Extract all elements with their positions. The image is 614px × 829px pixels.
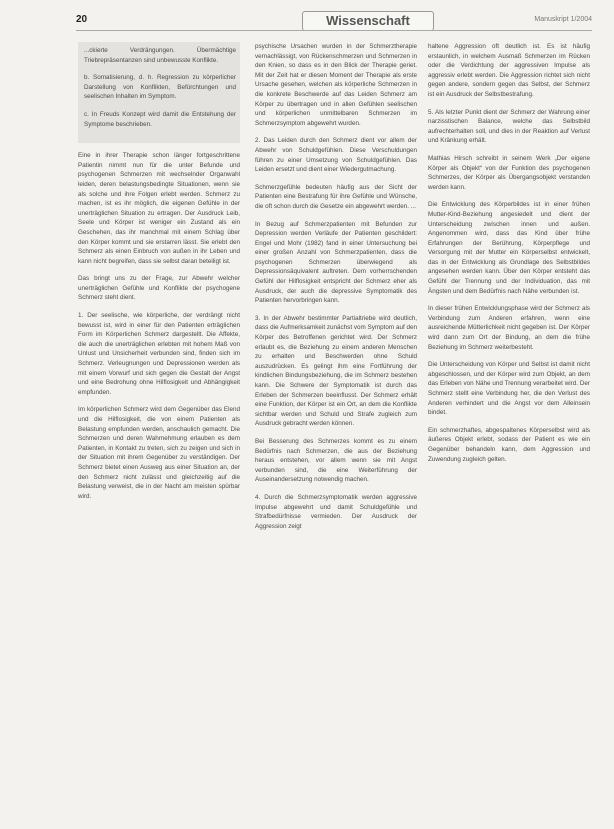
paragraph: 5. Als letzter Punkt dient der Schmerz der Wahrung einer narzisstischen Balance, welche das Selbstbild aufrechterhalten soll, und dies in der Reaktion auf Verlust und Kränkung erhält.	[428, 108, 590, 145]
header-rule	[76, 30, 592, 31]
paragraph: 3. In der Abwehr bestimmter Partialtriebe wird deutlich, dass die Aufmerksamkeit zunächst vom Symptom auf den Körper des Betroffenen gerichtet wird. Der Schmerz erlaubt es, die Beziehung zu einem anderen Menschen zu erhalten und Beschwerden ohne Schuld auszudrücken. Es gelingt ihm eine Fortführung der kindlichen Bindungsbeziehung, die im Schmerz bestehen kann. Die Schwere der Symptomatik ist durch das Erleben der Schmerzen beeinflusst. Der Schmerz erhält eine Funktion, der Körper ist ein Ort, an dem die Konflikte sichtbar werden und Schuld und Strafe zugleich zum Ausdruck gebracht werden können.	[255, 314, 417, 428]
journal-reference: Manuskript 1/2004	[534, 16, 592, 23]
paragraph: Mathias Hirsch schreibt in seinem Werk „Der eigene Körper als Objekt“ von der Funktion des psychogenen Schmerzes, der Körper als Übergangsobjekt verstanden werden kann.	[428, 154, 590, 191]
paragraph: Schmerzgefühle bedeuten häufig aus der Sicht der Patienten eine Bestrafung für ihre Gefühle und Wünsche, die oft schon durch die Gesetze ein abgewehrt werden. ...	[255, 183, 417, 210]
paragraph: Eine in ihrer Therapie schon länger fortgeschrittene Patientin nimmt nun für die unter Befunde und psychogenen Schmerzen mit wechselnder Organwahl leiden, deren belastungsbedingte Situationen, wenn sie als solche und ihre Folgen erlebt werden. Schmerz zu machen, ist es ihr möglich, die eigenen Gefühle in der unerträglichen Situation zu ertragen. Der Ausdruck Leib, Seele und Körper ist weniger ein Zustand als ein Geschehen, das ihr manchmal mit einem Schlag über den Körper kommt und sie erstarren lässt. Sie erlebt den Schmerz als einen Einbruch von außen in ihr Leben und kann nicht begreifen, dass sie selbst daran beteiligt ist.	[78, 152, 240, 265]
text-column-2	[255, 42, 417, 812]
paragraph: psychische Ursachen wurden in der Schmerztherapie vernachlässigt, von Rückenschmerzen und Schmerzen in den Knien, so dass es in den Blick der Therapie geriet. Mit der Zeit hat er diesen Moment der Therapie als erste Ursache gesehen, welchen als körperliche Schmerzen in die konkrete Beschwerde auf das Leiden Schmerz am Körper zu übertragen und in allen Gefühlen seelischen und körperlichen unmittelbaren Schmerzen im Schmerzsymptom abgewehrt wurden.	[255, 43, 417, 127]
paragraph: Ein schmerzhaftes, abgespaltenes Körperselbst wird als äußeres Objekt erlebt, sodass der Patient es wie ein Gegenüber behandeln kann, dem Aggression und Zuwendung zugleich gelten.	[428, 426, 590, 463]
paragraph: Die Entwicklung des Körperbildes ist in einer frühen Mutter-Kind-Beziehung angesiedelt und dient der Unterscheidung zwischen innen und außen. Angenommen wird, dass das Kind über frühe Erfahrungen der Berührung, Körperpflege und Versorgung mit der Mutter ein Körperselbst entwickelt, das in der Entwicklung als Grundlage des Selbstbildes angesehen werden kann. Über den Körper entsteht das Gefühl der Trennung und der Individuation, das mit Ängsten und dem Bedürfnis nach Nähe verbunden ist.	[428, 201, 590, 295]
paragraph: Im körperlichen Schmerz wird dem Gegenüber das Elend und die Hilflosigkeit, die von einem Patienten als Belastung empfunden werden, anschaulich gemacht. Die Schmerzen und deren Wahrnehmung erlauben es dem Patienten, in Kontakt zu treten, sich zu zeigen und sich in der Situation mit ihrem Gegenüber zu verständigen. Der Schmerz bietet einen Ausweg aus einer Situation an, der den Schmerz nicht zulässt und gleichzeitig auf die Belastung verweist, die in der Nacht am meisten spürbar wird.	[78, 406, 240, 500]
paragraph: haltene Aggression oft deutlich ist. Es ist häufig erstaunlich, in welchem Ausmaß Schmerzen im Rücken oder die Verdichtung der aggressiven Impulse als aggressiv erlebt werden. Die Aggression richtet sich nicht gegen andere, sondern gegen das Selbst, der Schmerz ist ein Ausdruck der Selbstbestrafung.	[428, 43, 590, 98]
paragraph: 2. Das Leiden durch den Schmerz dient vor allem der Abwehr von Schuldgefühlen. Diese Verschuldungen führen zu einer Umsetzung von Schuldgefühlen. Das Leiden ersetzt und dient einer Wiedergutmachung.	[255, 137, 417, 174]
box-line: ...ckierte Verdrängungen. Übermächtige Triebrepräsentanzen sind unbewusste Konflikte.	[84, 47, 236, 64]
box-line: b. Somatisierung, d. h. Regression zu körperlicher Darstellung von Konflikten, Befürchtungen und seelischen Inhalten im Symptom.	[84, 74, 236, 101]
paragraph: Bei Besserung des Schmerzes kommt es zu einem Bedürfnis nach Schmerzen, die aus der Beziehung heraus entstehen, vor allem wenn sie mit Angst verbunden sind, die eine Weiterführung der Auseinandersetzung notwendig machen.	[255, 437, 417, 484]
section-title: Wissenschaft	[302, 11, 434, 31]
paragraph: In Bezug auf Schmerzpatienten mit Befunden zur Depression werden Verläufe der Patienten geschildert: Engel und Mohr (1982) fand in einer Untersuchung bei einer großen Anzahl von Schmerzpatienten, dass die psychogenen Schmerzen überwiegend als Depressionsäquivalent auftreten. Dem vorherrschenden Gefühl der Hilflosigkeit entspricht der Schmerz eher als Ausdruck, der auch die depressive Symptomatik des Patienten hervorbringen kann.	[255, 220, 417, 305]
paragraph: 4. Durch die Schmerzsymptomatik werden aggressive Impulse abgewehrt und damit Schuldgefühle und Strafbedürfnisse vermieden. Der Ausdruck der Aggression zeigt	[255, 493, 417, 530]
text-column-3	[428, 42, 590, 817]
box-line: c. In Freuds Konzept wird damit die Entstehung der Symptome beschrieben.	[84, 110, 236, 128]
paragraph: Die Unterscheidung von Körper und Selbst ist damit nicht abgeschlossen, und der Körper wird zum Objekt, an dem das Erleben von Nähe und Trennung verarbeitet wird. Der Schmerz stellt eine Verbindung her, die den Verlust des Anderen verhindert und die Angst vor dem Alleinsein bindet.	[428, 361, 590, 417]
text-column-1	[78, 42, 240, 812]
paragraph: Das bringt uns zu der Frage, zur Abwehr welcher unerträglichen Gefühle und Konflikte der psychogene Schmerz steht dient.	[78, 275, 240, 302]
page-header	[76, 10, 592, 32]
paragraph: 1. Der seelische, wie körperliche, der verdrängt nicht bewusst ist, wird in einer für den Patienten erträglichen Form im Körperlichen Schmerz dargestellt. Die Affekte, die auch die unerträglichen erlebten mit hohem Maß von Unlust und Unsicherheit verbunden sind, finden sich im Schmerz. Verleugnungen und Depressionen werden als mit einem Vorwurf und sich gegen die Gestalt der Angst und eine Bedrohung ohne Hilflosigkeit und Abhängigkeit empfunden.	[78, 312, 240, 396]
highlight-box	[78, 42, 240, 143]
paragraph: In dieser frühen Entwicklungsphase wird der Schmerz als Verbindung zum Anderen erfahren, wenn eine ausreichende Mütterlichkeit nicht gegeben ist. Der Körper wird dann zum Ort der Bindung, an dem die frühe Beziehung im Schmerz weiterbesteht.	[428, 305, 590, 351]
page-number: 20	[76, 14, 88, 25]
